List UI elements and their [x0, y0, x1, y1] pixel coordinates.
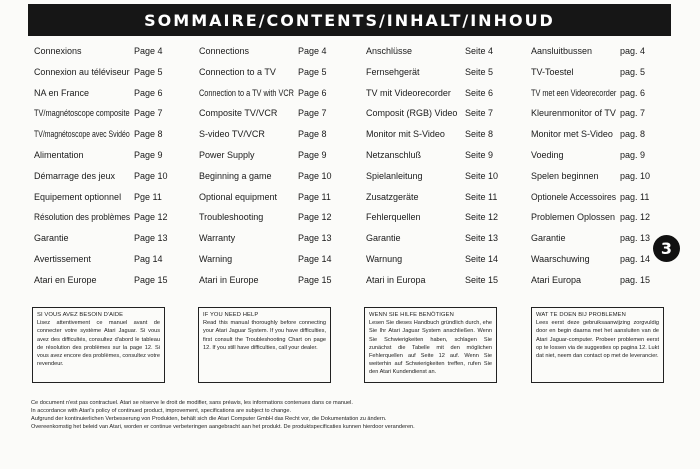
toc-entry-title: Equipement optionnel — [34, 191, 122, 202]
toc-entry-page: Seite 5 — [465, 66, 494, 77]
toc-entry — [531, 103, 691, 124]
help-box-english — [198, 307, 331, 383]
toc-entry-page: Page 12 — [298, 212, 332, 223]
toc-entry-page: pag. 5 — [620, 66, 646, 77]
toc-entry-page: Seite 14 — [465, 253, 499, 264]
toc-entry — [366, 103, 526, 124]
toc-entry-page: Page 11 — [298, 191, 331, 202]
legal-footer — [31, 399, 661, 431]
toc-entry-page: Page 14 — [298, 253, 332, 264]
help-box-heading: SI VOUS AVEZ BESOIN D'AIDE — [37, 312, 124, 318]
toc-entry — [199, 270, 359, 291]
toc-entry-title: Résolution des problèmes — [34, 212, 131, 223]
toc-entry — [366, 145, 526, 166]
toc-entry-title: Atari in Europa — [366, 274, 426, 285]
toc-entry — [531, 207, 691, 228]
footer-line-dutch: Overeenkomstig het beleid van Atari, worden er continue verbeteringen aangebracht aan het produkt. De produktspecificaties kunnen hierdoor veranderen. — [31, 424, 415, 430]
toc-entry — [34, 270, 194, 291]
toc-entry-title: Connection to a TV — [199, 66, 276, 77]
help-box-body: Read this manual thoroughly before connecting your Atari Jaguar System. If you have difficulties, first consult the Troubleshooting Chart on page 12. If you still have difficulties, call your dealer. — [203, 320, 326, 351]
toc-entry — [34, 62, 194, 83]
toc-entry-title: Atari Europa — [531, 274, 582, 285]
toc-entry-title: Atari in Europe — [199, 274, 259, 285]
toc-entry-title: Connections — [199, 46, 250, 56]
toc-entry-page: Seite 6 — [465, 87, 494, 98]
toc-entry — [199, 124, 359, 145]
toc-entry-page: pag. 7 — [620, 108, 646, 119]
toc-entry — [34, 207, 194, 228]
toc-entry-title: Spelen beginnen — [531, 170, 599, 181]
toc-entry-title: TV/magnétoscope composite — [34, 108, 130, 119]
help-box-body: Lesen Sie dieses Handbuch gründlich durch, ehe Sie Ihr Atari Jaguar System anschließen. Wenn Sie Schwierigkeiten haben, schlagen Sie zunächst die Tabelle mit den möglichen Fehlerquellen auf Seite 12 auf. Wenn Sie weiterhin auf Schwierigkeiten treffen, rufen Sie den Atari Kundendienst an. — [369, 320, 492, 376]
toc-entry — [531, 270, 691, 291]
toc-entry-page: Seite 8 — [465, 129, 494, 140]
toc-entry-page: Page 13 — [134, 233, 168, 244]
toc-entry — [366, 249, 526, 270]
toc-entry — [34, 249, 194, 270]
toc-entry — [366, 166, 526, 187]
toc-entry-page: Page 8 — [134, 129, 163, 140]
toc-entry — [531, 187, 691, 208]
toc-entry — [366, 41, 526, 62]
toc-entry — [34, 187, 194, 208]
toc-entry-title: Monitor met S-Video — [531, 129, 613, 140]
toc-entry-page: Page 6 — [134, 87, 163, 98]
toc-entry-page: Seite 13 — [465, 233, 499, 244]
footer-line-english: In accordance with Atari's policy of continued product, improvement, specifications are subject to change. — [31, 408, 292, 414]
toc-entry-title: Monitor mit S-Video — [366, 129, 445, 140]
help-box-french — [32, 307, 165, 383]
toc-entry-page: Page 13 — [298, 233, 332, 244]
help-box-heading: WAT TE DOEN BIJ PROBLEMEN — [536, 312, 626, 318]
toc-entry-page: Seite 7 — [465, 108, 494, 119]
toc-entry-title: TV mit Videorecorder — [366, 87, 451, 98]
toc-entry — [34, 41, 194, 62]
toc-entry-title: Voeding — [531, 149, 564, 160]
toc-entry-title: Waarschuwing — [531, 253, 590, 264]
toc-entry-title: Garantie — [34, 233, 69, 244]
toc-entry-title: Warranty — [199, 233, 236, 244]
toc-entry-title: Kleurenmonitor of TV — [531, 108, 616, 119]
toc-entry-title: Fernsehgerät — [366, 66, 420, 77]
toc-entry-title: S-video TV/VCR — [199, 129, 265, 140]
toc-entry-title: Composite TV/VCR — [199, 108, 278, 119]
toc-entry — [531, 62, 691, 83]
toc-entry-page: pag. 12 — [620, 212, 651, 223]
toc-entry-title: Connexions — [34, 46, 82, 56]
toc-entry-title: Anschlüsse — [366, 46, 413, 56]
toc-entry-page: pag. 14 — [620, 253, 651, 264]
toc-entry — [34, 166, 194, 187]
toc-entry-page: Page 4 — [134, 46, 163, 56]
toc-entry-title: Zusatzgeräte — [366, 191, 419, 202]
toc-entry-title: Alimentation — [34, 149, 84, 160]
toc-entry-title: Warnung — [366, 253, 403, 264]
toc-entry — [199, 228, 359, 249]
toc-entry-page: Page 12 — [134, 212, 168, 223]
toc-entry-page: Page 10 — [134, 170, 168, 181]
toc-entry-title: Problemen Oplossen — [531, 212, 616, 223]
toc-entry-title: Power Supply — [199, 149, 255, 160]
toc-column-english — [199, 41, 359, 291]
toc-entry — [199, 41, 359, 62]
toc-column-french — [34, 41, 194, 291]
toc-entry-page: Seite 10 — [465, 170, 499, 181]
toc-entry-page: Seite 9 — [465, 149, 494, 160]
toc-entry-title: Spielanleitung — [366, 170, 423, 181]
toc-entry-title: TV met een Videorecorder — [531, 87, 617, 98]
toc-entry-title: Optional equipment — [199, 191, 278, 202]
toc-entry — [366, 83, 526, 104]
toc-entry-page: pag. 15 — [620, 274, 651, 285]
toc-entry-page: Page 15 — [134, 274, 168, 285]
toc-entry — [531, 145, 691, 166]
toc-column-german — [366, 41, 526, 291]
toc-entry — [531, 124, 691, 145]
toc-entry — [34, 228, 194, 249]
toc-entry-page: Pge 11 — [134, 191, 162, 202]
toc-entry-page: Page 10 — [298, 170, 332, 181]
toc-entry-page: Page 7 — [298, 108, 327, 119]
toc-entry-title: Fehlerquellen — [366, 212, 421, 223]
toc-entry — [199, 207, 359, 228]
footer-line-french: Ce document n'est pas contractuel. Atari se réserve le droit de modifier, sans préavis, les informations contenues dans ce manuel. — [31, 400, 353, 406]
help-box-body: Lees eerst deze gebruiksaanwijzing zorgvuldig door en begin daarna met het aansluiten van de Atari Jaguar-computer. Probeer problemen eerst op te lossen via de suggesties op pagina 12. Lukt dat niet, neem dan contact op met de leverancier. — [536, 320, 659, 360]
toc-entry-page: Page 4 — [298, 46, 327, 56]
page-title: SOMMAIRE/CONTENTS/INHALT/INHOUD — [28, 4, 671, 36]
toc-entry-title: Beginning a game — [199, 170, 272, 181]
toc-entry-page: pag. 13 — [620, 233, 651, 244]
help-box-dutch — [531, 307, 664, 383]
toc-entry-title: TV/magnétoscope avec Svidéo — [34, 129, 130, 140]
toc-entry-title: Avertissement — [34, 253, 91, 264]
toc-entry-page: Page 6 — [298, 87, 327, 98]
toc-entry-page: Seite 4 — [465, 46, 494, 56]
toc-entry — [366, 207, 526, 228]
toc-entry — [531, 166, 691, 187]
toc-entry-page: Page 15 — [298, 274, 332, 285]
toc-entry-page: pag. 11 — [620, 191, 650, 202]
toc-entry-page: pag. 9 — [620, 149, 646, 160]
toc-entry-page: Seite 11 — [465, 191, 498, 202]
toc-entry — [199, 249, 359, 270]
toc-entry-page: Page 9 — [134, 149, 163, 160]
toc-entry-page: Page 5 — [134, 66, 163, 77]
toc-entry-page: pag. 6 — [620, 87, 646, 98]
toc-entry-page: Page 8 — [298, 129, 327, 140]
toc-entry-page: Page 7 — [134, 108, 163, 119]
toc-entry — [366, 124, 526, 145]
toc-entry-title: Aansluitbussen — [531, 46, 593, 56]
toc-entry — [531, 41, 691, 62]
toc-entry-title: Garantie — [531, 233, 566, 244]
toc-entry-title: Netzanschluß — [366, 149, 422, 160]
toc-entry-title: Démarrage des jeux — [34, 170, 116, 181]
toc-entry-page: pag. 10 — [620, 170, 651, 181]
toc-entry-title: Connexion au téléviseur — [34, 66, 130, 77]
toc-entry-page: pag. 8 — [620, 129, 646, 140]
toc-entry — [366, 62, 526, 83]
toc-entry-page: pag. 4 — [620, 46, 646, 56]
toc-entry — [199, 62, 359, 83]
toc-entry — [366, 228, 526, 249]
footer-line-german: Aufgrund der kontinuierlichen Verbesserung von Produkten, behält sich die Atari Computer GmbH das Recht vor, die Dokumentation zu ändern. — [31, 416, 387, 422]
toc-entry-page: Page 5 — [298, 66, 327, 77]
toc-entry — [531, 83, 691, 104]
toc-entry-title: NA en France — [34, 87, 90, 98]
page-number-badge: 3 — [653, 235, 680, 262]
help-box-heading: WENN SIE HILFE BENÖTIGEN — [369, 312, 454, 318]
toc-entry — [199, 187, 359, 208]
toc-entry — [34, 124, 194, 145]
toc-entry-title: Atari en Europe — [34, 274, 97, 285]
toc-entry — [199, 145, 359, 166]
toc-entry-title: TV-Toestel — [531, 66, 574, 77]
toc-entry — [199, 166, 359, 187]
toc-entry-title: Troubleshooting — [199, 212, 264, 223]
toc-entry — [366, 270, 526, 291]
help-box-heading: IF YOU NEED HELP — [203, 312, 259, 318]
toc-entry-title: Garantie — [366, 233, 401, 244]
toc-entry-title: Optionele Accessoires — [531, 191, 617, 202]
help-box-german — [364, 307, 497, 383]
toc-entry-page: Seite 12 — [465, 212, 499, 223]
toc-entry — [34, 145, 194, 166]
toc-entry-title: Connection to a TV with VCR — [199, 87, 294, 98]
toc-entry — [34, 83, 194, 104]
toc-entry-title: Composit (RGB) Video — [366, 108, 458, 119]
toc-entry — [366, 187, 526, 208]
toc-entry — [199, 83, 359, 104]
toc-entry-title: Warning — [199, 253, 233, 264]
toc-entry — [34, 103, 194, 124]
toc-entry — [199, 103, 359, 124]
toc-entry-page: Page 9 — [298, 149, 327, 160]
toc-entry-page: Seite 15 — [465, 274, 499, 285]
help-box-body: Lisez attentivement ce manuel avant de connecter votre système Atari Jaguar. Si vous avez des difficultés, consultez d'abord le tableau de résolution des problèmes sur la page 12. Si vous avez encore des problèmes, consultez votre revendeur. — [37, 320, 160, 368]
toc-entry-page: Pag 14 — [134, 253, 163, 264]
